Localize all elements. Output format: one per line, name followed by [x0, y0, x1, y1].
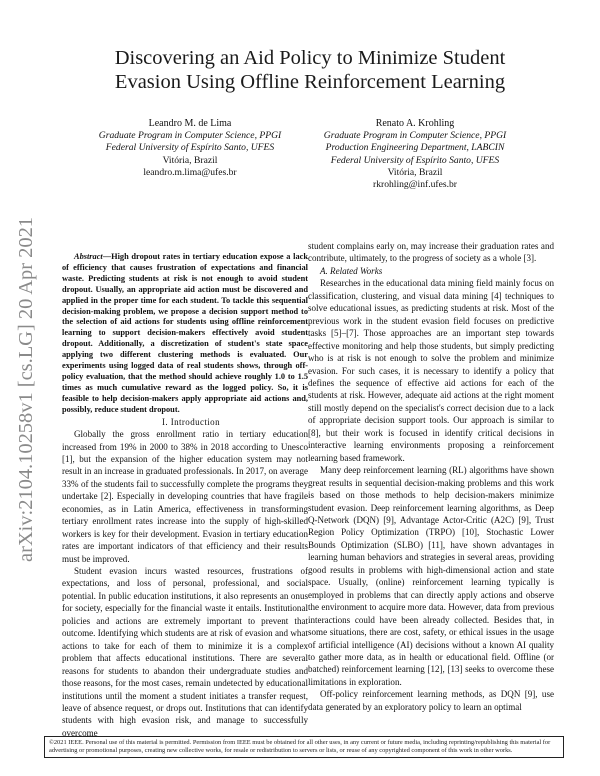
- copyright-notice: ©2021 IEEE. Personal use of this material is permitted. Permission from IEEE must be obtained for all other uses, in any current or future media, including reprinting/republishing this material for advertising or promotional purposes, creating new collective works, for resale or redistribution to servers or lists, or reuse of any copyrighted component of this work in other works.: [44, 736, 564, 758]
- author-block-2: [290, 118, 540, 191]
- title-line-1: Discovering an Aid Policy to Minimize Student: [114, 47, 506, 69]
- abstract: [62, 252, 308, 416]
- author-name: Leandro M. de Lima: [148, 118, 232, 129]
- intro-paragraph-2: Student evasion incurs wasted resources, frustrations of expectations, and loss of personal, professional, and social potential. In public education institutions, it also represents an onus for society, especially for the financial waste it entails. Institutional policies and actions are extremely important to prevent that outcome. Identifying which students are at risk of evasion and what actions to take for each of them to minimize it is a complex problem that affects educational institutions. There are several reasons for students to abandon their undergraduate studies and those reasons, for the most cases, remain undetected by educational institutions until the moment a student initiates a transfer request, leave of absence request, or drops out. Institutions that can identify students with high evasion risk, and manage to successfully overcome: [62, 566, 308, 738]
- author-name: Renato A. Krohling: [375, 118, 455, 129]
- title-line-2: Evasion Using Offline Reinforcement Learning: [114, 71, 506, 93]
- author-block-1: [70, 118, 310, 179]
- intro-paragraph-1: Globally the gross enrollment ratio in tertiary education increased from 19% in 2000 to 38% in 2018 according to Unesco [1], but the expansion of the higher education system may not result in an increase in graduated professionals. In 2017, on average 33% of the students fail to successfully complete the programs they undertake [2]. Especially in developing countries that have fragile economies, as in Latin America, effectiveness in transforming tertiary enrollment rates increase into the supply of high-skilled workers is key for their development. Evasion in tertiary education rates are important indicators of that efficiency and their results must be improved.: [62, 429, 308, 564]
- arxiv-id-text: arXiv:2104.10258v1 [cs.LG] 20 Apr 2021: [15, 224, 37, 562]
- related-paragraph-1: Researches in the educational data mining field mainly focus on classification, clustering, and visual data mining [4] techniques to solve educational issues, as predicting students at risk. Most of the previous work in the student evasion field focuses on predictive tasks [5]–[7]. Those approaches are an important step towards effective monitoring and help those students, but simply predicting who is at risk is not enough to solve the problem and minimize evasion. For such cases, it is necessary to identify a policy that defines the sequence of effective aid actions for each of the students at risk. However, adequate aid actions at the right moment still mostly depend on the specialist's correct decision due to a lack of appropriate decision support tools. Our approach is similar to [8], but their work is focused in identify critical decisions in interactive learning environments proposing a reinforcement learning based framework.: [308, 278, 554, 463]
- arxiv-identifier: [6, 210, 42, 570]
- related-paragraph-3: Off-policy reinforcement learning methods, as DQN [9], use data generated by an exploratory policy to learn an optimal: [308, 689, 554, 712]
- subsection-heading-related-works: A. Related Works: [320, 265, 383, 276]
- author-affiliation: Graduate Program in Computer Science, PPGI: [323, 130, 507, 142]
- author-email[interactable]: leandro.m.lima@ufes.br: [143, 166, 237, 178]
- author-affiliation: Production Engineering Department, LABCIN: [325, 142, 505, 154]
- author-city: Vitória, Brazil: [162, 154, 218, 166]
- right-column: [308, 240, 554, 713]
- paper-title: [60, 46, 560, 94]
- continued-paragraph: student complains early on, may increase their graduation rates and contribute, ultimately, to the progress of society as a whole [3].: [308, 241, 554, 264]
- author-city: Vitória, Brazil: [387, 166, 443, 178]
- author-affiliation: Federal University of Espírito Santo, UFES: [105, 142, 275, 154]
- left-column: [62, 252, 308, 739]
- abstract-label: Abstract: [74, 252, 103, 261]
- abstract-text: —High dropout rates in tertiary education expose a lack of efficiency that causes frustration of expectations and financial waste. Predicting students at risk is not enough to avoid student dropout. Usually, an appropriate aid action must be discovered and applied in the proper time for each student. To tackle this sequential decision-making problem, we propose a decision support method to the selection of aid actions for students using offline reinforcement learning to support decision-makers effectively avoid student dropout. Additionally, a discretization of student's state space applying two different clustering methods is evaluated. Our experiments using logged data of real students shows, through off-policy evaluation, that the method should achieve roughly 1.0 to 1.5 times as much cumulative reward as the logged policy. So, it is feasible to help decision-makers apply appropriate aid actions and, possibly, reduce student dropout.: [62, 252, 308, 414]
- author-email[interactable]: rkrohling@inf.ufes.br: [373, 179, 457, 191]
- related-paragraph-2: Many deep reinforcement learning (RL) algorithms have shown great results in sequential decision-making problems and this work is based on those methods to help decision-makers minimize student evasion. Deep reinforcement learning algorithms, as Deep Q-Network (DQN) [9], Advantage Actor-Critic (A2C) [9], Trust Region Policy Optimization (TRPO) [10], Stochastic Lower Bounds Optimization (SLBO) [11], have shown advantages in learning human behaviors and strategies in several areas, providing good results in problems with high-dimensional action and state space. Usually, (online) reinforcement learning typically is employed in problems that can directly apply actions and observe the environment to acquire more data. However, data from previous interactions could have been already collected. Besides that, in some situations, there are cost, safety, or ethical issues in the usage of artificial intelligence (AI) decisions without a known AI quality to gather more data, as in health or educational field. Offline (or batched) reinforcement learning [12], [13] seeks to overcome these limitations in exploration.: [308, 465, 554, 687]
- author-affiliation: Graduate Program in Computer Science, PPGI: [98, 130, 282, 142]
- author-affiliation: Federal University of Espírito Santo, UFES: [330, 154, 500, 166]
- section-heading-introduction: I. Introduction: [162, 416, 220, 427]
